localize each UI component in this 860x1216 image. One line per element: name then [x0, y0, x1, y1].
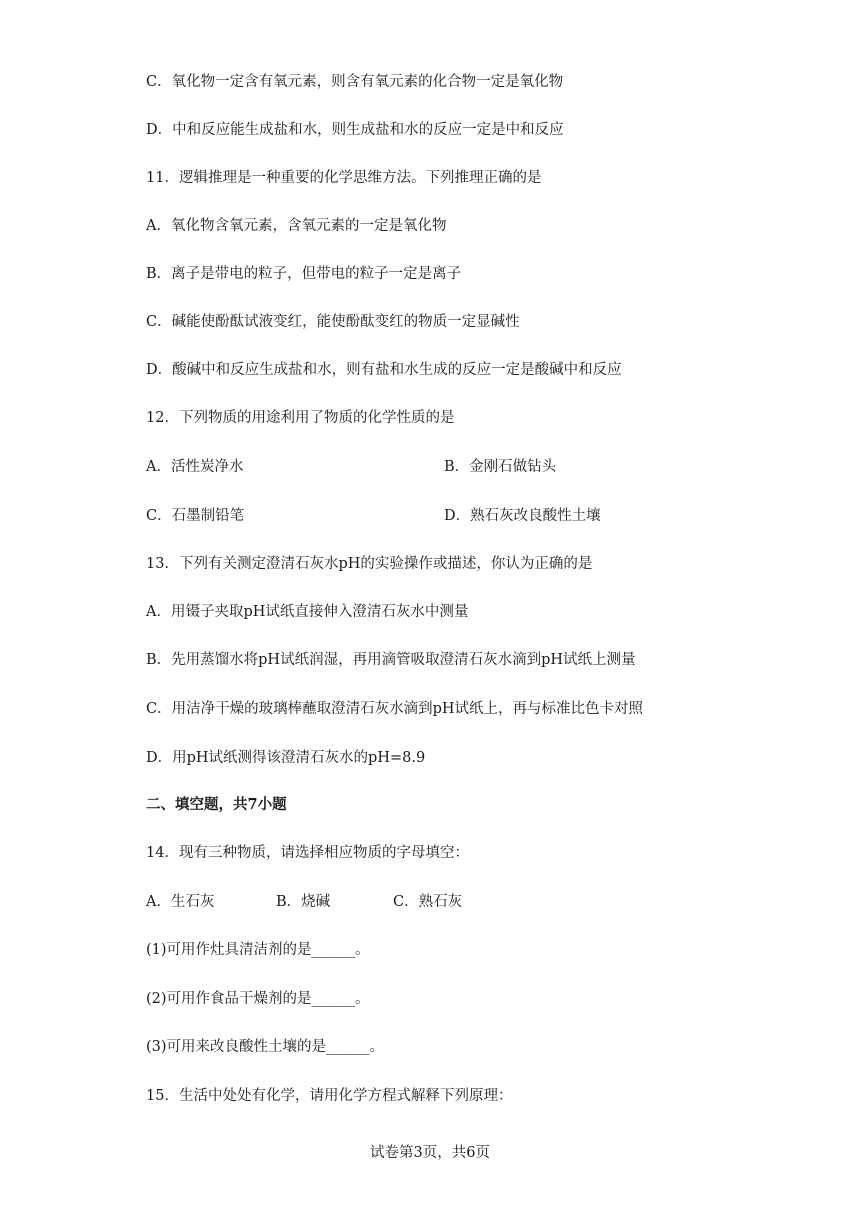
question-14-option-b: B．烧碱 [276, 894, 331, 910]
question-12-option-a: A．活性炭净水 [146, 459, 244, 475]
question-11-option-b: B．离子是带电的粒子，但带电的粒子一定是离子 [146, 266, 462, 282]
question-14-option-c: C．熟石灰 [393, 894, 463, 910]
question-12-stem: 12．下列物质的用途利用了物质的化学性质的是 [146, 410, 455, 426]
question-11-option-a: A．氧化物含氧元素，含氧元素的一定是氧化物 [146, 218, 447, 234]
question-13-stem: 13．下列有关测定澄清石灰水pH的实验操作或描述，你认为正确的是 [146, 556, 593, 572]
page-footer: 试卷第3页，共6页 [370, 1145, 490, 1161]
question-14-option-a: A．生石灰 [146, 894, 215, 910]
question-13-option-c: C．用洁净干燥的玻璃棒蘸取澄清石灰水滴到pH试纸上，再与标准比色卡对照 [146, 701, 644, 717]
section-2-title: 二、填空题，共7小题 [146, 796, 287, 813]
question-11-stem: 11．逻辑推理是一种重要的化学思维方法。下列推理正确的是 [146, 170, 542, 186]
question-12-option-d: D．熟石灰改良酸性土壤 [444, 508, 601, 524]
question-10-option-c: C．氧化物一定含有氧元素，则含有氧元素的化合物一定是氧化物 [146, 74, 564, 90]
question-13-option-b: B．先用蒸馏水将pH试纸润湿，再用滴管吸取澄清石灰水滴到pH试纸上测量 [146, 652, 636, 668]
question-14-part-2: (2)可用作食品干燥剂的是______。 [146, 991, 370, 1007]
question-11-option-d: D．酸碱中和反应生成盐和水，则有盐和水生成的反应一定是酸碱中和反应 [146, 362, 622, 378]
question-14-part-3: (3)可用来改良酸性土壤的是______。 [146, 1039, 385, 1055]
question-13-option-d: D．用pH试纸测得该澄清石灰水的pH=8.9 [146, 750, 426, 766]
question-13-option-a: A．用镊子夹取pH试纸直接伸入澄清石灰水中测量 [146, 604, 469, 620]
question-14-stem: 14．现有三种物质，请选择相应物质的字母填空： [146, 845, 469, 861]
question-12-option-c: C．石墨制铅笔 [146, 508, 245, 524]
question-12-option-b: B．金刚石做钻头 [444, 459, 557, 475]
question-11-option-c: C．碱能使酚酞试液变红，能使酚酞变红的物质一定显碱性 [146, 314, 520, 330]
question-15-stem: 15．生活中处处有化学，请用化学方程式解释下列原理： [146, 1088, 513, 1104]
question-10-option-d: D．中和反应能生成盐和水，则生成盐和水的反应一定是中和反应 [146, 122, 564, 138]
question-14-part-1: (1)可用作灶具清洁剂的是______。 [146, 942, 370, 958]
